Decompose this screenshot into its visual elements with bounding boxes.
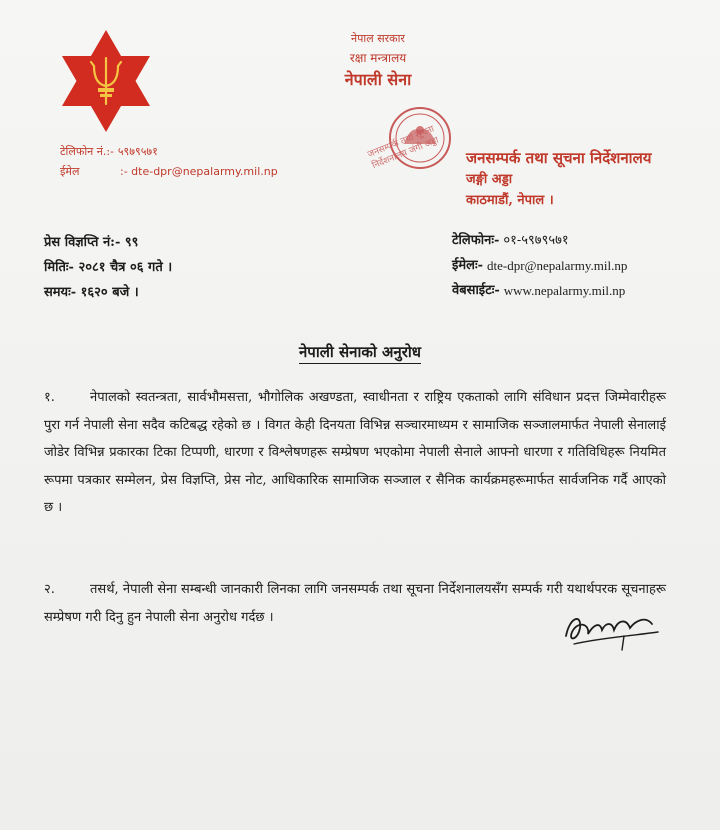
contact-right xyxy=(452,228,627,303)
army-line: नेपाली सेना xyxy=(344,70,412,89)
directorate-heading xyxy=(466,146,651,212)
nepal-army-star-emblem-icon xyxy=(58,28,154,134)
right-phone-value: ०१-५९७९५७१ xyxy=(503,233,569,248)
ministry-line: रक्षा मन्त्रालय xyxy=(349,51,407,65)
right-email-label: ईमेलः- xyxy=(452,258,483,273)
paragraph-1 xyxy=(44,384,666,522)
signature-icon xyxy=(560,606,664,652)
document-title xyxy=(0,342,720,362)
right-email-value: dte-dpr@nepalarmy.mil.np xyxy=(487,258,628,273)
release-date: मितिः- २०८१ चैत्र ०६ गते । xyxy=(44,260,173,275)
paragraph-2-text: तसर्थ, नेपाली सेना सम्बन्धी जानकारी लिनका लागि जनसम्पर्क तथा सूचना निर्देशनालयसँग सम्पर्क गरी यथार्थपरक सूचनाहरू सम्प्रेषण गरी दिनु हुन नेपाली सेना अनुरोध गर्दछ । xyxy=(44,582,666,625)
stamp-caption: जनसम्पर्क तथा सूचना निर्देशनालय जंगी अड्डा xyxy=(366,124,441,172)
directorate-place: जङ्गी अड्डा xyxy=(466,172,513,187)
release-number: प्रेस विज्ञप्ति नं:- ९९ xyxy=(44,235,139,250)
release-meta xyxy=(44,230,172,305)
right-website-value: www.nepalarmy.mil.np xyxy=(503,283,626,298)
left-email-row xyxy=(60,162,278,182)
left-phone-value: ५९७९५७१ xyxy=(117,145,158,158)
document-title-text: नेपाली सेनाको अनुरोध xyxy=(299,343,421,364)
right-phone-row xyxy=(452,228,627,253)
right-website-row xyxy=(452,278,627,303)
left-email-value: :- dte-dpr@nepalarmy.mil.np xyxy=(120,165,278,178)
paragraph-1-text: नेपालको स्वतन्त्रता, सार्वभौमसत्ता, भौगोलिक अखण्डता, स्वाधीनता र राष्ट्रिय एकताको लागि संविधान प्रदत्त जिम्मेवारीहरू पुरा गर्न नेपाली सेना सदैव कटिबद्ध रहेको छ । विगत केही दिनयता विभिन्न सञ्चारमाध्यम र सामाजिक सञ्जालमार्फत नेपाली सेनालाई जोडेर विभिन्न प्रकारका टिका टिप्पणी, धारणा र विश्लेषणहरू सम्प्रेषण भएकोमा नेपाली सेनाले आफ्नो धारणा र गतिविधिहरू नियमित रूपमा पत्रकार सम्मेलन, प्रेस विज्ञप्ति, प्रेस नोट, आधिकारिक सामाजिक सञ्जाल र सैनिक कार्यक्रमहरूमार्फत सार्वजनिक गर्दै आएको छ । xyxy=(44,390,666,515)
government-heading xyxy=(318,30,438,92)
paragraph-2-number: २. xyxy=(44,582,55,597)
right-website-label: वेबसाईटः- xyxy=(452,283,500,298)
right-email-row xyxy=(452,253,627,278)
directorate-name: जनसम्पर्क तथा सूचना निर्देशनालय xyxy=(466,149,652,167)
directorate-city: काठमाडौं, नेपाल । xyxy=(466,193,554,208)
paragraph-1-number: १. xyxy=(44,390,55,405)
gov-line: नेपाल सरकार xyxy=(351,32,405,45)
right-phone-label: टेलिफोनः- xyxy=(452,233,500,248)
left-phone-label: टेलिफोन नं.:- xyxy=(60,145,114,158)
left-phone-row xyxy=(60,142,278,162)
header-left-contact xyxy=(60,142,278,182)
release-time: समयः- १६२० बजे । xyxy=(44,285,139,300)
left-email-label: ईमेल xyxy=(60,165,80,178)
